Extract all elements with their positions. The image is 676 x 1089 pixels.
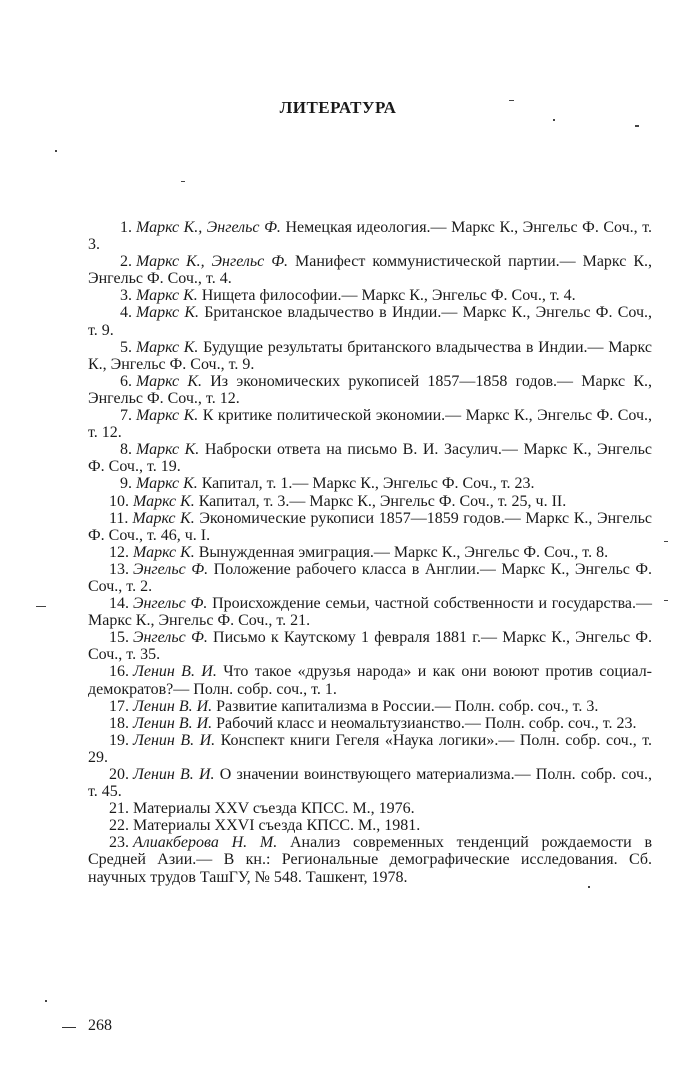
reference-item xyxy=(88,595,652,629)
reference-number: 11. xyxy=(109,509,129,527)
reference-item xyxy=(88,219,652,253)
reference-text: Британское владычество в Индии.— Маркс К., Энгельс Ф. Соч., т. 9. xyxy=(88,304,653,339)
page-title: ЛИТЕРАТУРА xyxy=(279,98,397,117)
reference-author: Маркс К., Энгельс Ф. xyxy=(136,253,289,271)
reference-number: 4. xyxy=(120,304,132,322)
reference-author: Маркс К. xyxy=(136,338,199,356)
scan-speck xyxy=(509,100,514,101)
reference-author: Ленин В. И. xyxy=(133,697,213,715)
reference-author: Ленин В. И. xyxy=(133,766,215,783)
reference-item xyxy=(88,663,652,697)
reference-number: 5. xyxy=(120,338,132,356)
reference-number: 16. xyxy=(109,663,129,681)
scan-speck xyxy=(55,150,57,152)
reference-author: Маркс К. xyxy=(136,287,198,305)
reference-author: Маркс К. xyxy=(136,304,199,322)
reference-text: Капитал, т. 1.— Маркс К., Энгельс Ф. Соч., т. 23. xyxy=(201,475,535,493)
reference-item xyxy=(88,253,652,287)
reference-text: Вынужденная эмиграция.— Маркс К., Энгельс Ф. Соч., т. 8. xyxy=(198,543,609,561)
reference-list xyxy=(88,219,652,886)
reference-item xyxy=(88,817,652,834)
reference-text: Будущие результаты британского владычества в Индии.— Маркс К., Энгельс Ф. Соч., т. 9. xyxy=(88,338,653,373)
reference-author: Маркс К. xyxy=(133,492,195,510)
reference-item xyxy=(88,407,652,441)
reference-item xyxy=(88,698,652,715)
reference-author: Ленин В. И. xyxy=(133,731,216,749)
reference-author: Маркс К. xyxy=(136,407,199,425)
reference-item xyxy=(88,800,652,817)
reference-number: 12. xyxy=(109,543,129,561)
reference-item xyxy=(88,510,652,544)
reference-author: Ленин В. И. xyxy=(133,714,213,732)
reference-text: Положение рабочего класса в Англии.— Маркс К., Энгельс Ф. Соч., т. 2. xyxy=(88,560,653,595)
reference-author: Маркс К. xyxy=(136,441,200,459)
reference-text: Капитал, т. 3.— Маркс К., Энгельс Ф. Соч., т. 25, ч. II. xyxy=(198,492,567,510)
reference-number: 22. xyxy=(109,817,129,835)
scan-speck xyxy=(588,886,590,888)
reference-text: Немецкая идеология.— Маркс К., Энгельс Ф. Соч., т. 3. xyxy=(88,219,653,254)
reference-number: 1. xyxy=(120,219,132,236)
reference-text: Анализ современных тенденций рождаемости в Средней Азии.— В кн.: Региональные демографические исследования. Сб. научных трудов ТашГУ, № 548. Ташкент, 1978. xyxy=(88,834,653,886)
reference-number: 10. xyxy=(109,492,129,510)
page-number: 268 xyxy=(88,1017,112,1034)
reference-item xyxy=(88,732,652,766)
reference-number: 20. xyxy=(109,766,129,783)
reference-author: Маркс К. xyxy=(136,475,198,493)
reference-author: Ленин В. И. xyxy=(133,663,217,681)
reference-number: 18. xyxy=(109,714,129,732)
reference-text: Нищета философии.— Маркс К., Энгельс Ф. Соч., т. 4. xyxy=(201,287,576,305)
reference-author: Энгельс Ф. xyxy=(133,595,208,613)
reference-number: 23. xyxy=(109,834,129,852)
reference-number: 17. xyxy=(109,697,129,715)
reference-author: Маркс К. xyxy=(136,372,202,390)
scan-speck xyxy=(664,541,668,542)
scan-speck xyxy=(181,181,185,182)
reference-text: Из экономических рукописей 1857—1858 годов.— Маркс К., Энгельс Ф. Соч., т. 12. xyxy=(88,372,653,407)
page-number-dash xyxy=(62,1027,76,1028)
reference-item xyxy=(88,373,652,407)
reference-author: Алиакберова Н. М. xyxy=(133,834,278,852)
reference-author: Энгельс Ф. xyxy=(133,629,208,647)
reference-item xyxy=(88,493,652,510)
reference-text: Развитие капитализма в России.— Полн. собр. соч., т. 3. xyxy=(216,697,599,715)
reference-text: Конспект книги Гегеля «Наука логики».— Полн. собр. соч., т. 29. xyxy=(88,731,653,766)
reference-number: 7. xyxy=(120,407,132,425)
reference-author: Маркс К. xyxy=(132,509,195,527)
reference-number: 14. xyxy=(109,595,129,613)
reference-text: Происхождение семьи, частной собственности и государства.— Маркс К., Энгельс Ф. Соч., т. 21. xyxy=(88,595,653,630)
reference-item xyxy=(88,561,652,595)
reference-author: Маркс К. xyxy=(133,543,195,561)
reference-number: 9. xyxy=(120,475,132,493)
reference-number: 15. xyxy=(109,629,129,647)
reference-text: Что такое «друзья народа» и как они воюют против социал-демократов?— Полн. собр. соч., т. 1. xyxy=(88,663,652,698)
reference-text: Материалы XXV съезда КПСС. М., 1976. xyxy=(133,800,415,818)
reference-item xyxy=(88,441,652,475)
scan-speck xyxy=(635,125,639,127)
reference-text: Письмо к Каутскому 1 февраля 1881 г.— Маркс К., Энгельс Ф. Соч., т. 35. xyxy=(88,629,652,664)
reference-item xyxy=(88,834,652,885)
reference-number: 13. xyxy=(109,560,129,578)
reference-item xyxy=(88,287,652,304)
reference-text: Экономические рукописи 1857—1859 годов.— Маркс К., Энгельс Ф. Соч., т. 46, ч. I. xyxy=(88,509,653,544)
reference-text: Манифест коммунистической партии.— Маркс К., Энгельс Ф. Соч., т. 4. xyxy=(88,253,652,288)
scan-speck xyxy=(45,1000,47,1002)
reference-text: Материалы XXVI съезда КПСС. М., 1981. xyxy=(133,817,421,835)
reference-number: 21. xyxy=(109,800,129,818)
reference-item xyxy=(88,629,652,663)
reference-text: Рабочий класс и неомальтузианство.— Полн. собр. соч., т. 23. xyxy=(216,714,637,732)
reference-number: 6. xyxy=(120,372,132,390)
reference-item xyxy=(88,715,652,732)
scan-speck xyxy=(553,119,555,121)
reference-text: О значении воинствующего материализма.— Полн. собр. соч., т. 45. xyxy=(88,766,652,801)
reference-item xyxy=(88,544,652,561)
reference-item xyxy=(88,766,652,800)
reference-number: 2. xyxy=(120,253,132,271)
reference-text: К критике политической экономии.— Маркс К., Энгельс Ф. Соч., т. 12. xyxy=(88,407,653,442)
reference-number: 3. xyxy=(120,287,132,305)
scan-speck xyxy=(664,600,668,601)
reference-author: Энгельс Ф. xyxy=(133,560,209,578)
reference-item xyxy=(88,304,652,338)
reference-author: Маркс К., Энгельс Ф. xyxy=(136,219,281,236)
reference-item xyxy=(88,475,652,492)
reference-text: Наброски ответа на письмо В. И. Засулич.— Маркс К., Энгельс Ф. Соч., т. 19. xyxy=(88,441,653,476)
scan-speck xyxy=(36,606,46,607)
reference-number: 8. xyxy=(120,441,132,459)
reference-number: 19. xyxy=(109,731,129,749)
reference-item xyxy=(88,339,652,373)
